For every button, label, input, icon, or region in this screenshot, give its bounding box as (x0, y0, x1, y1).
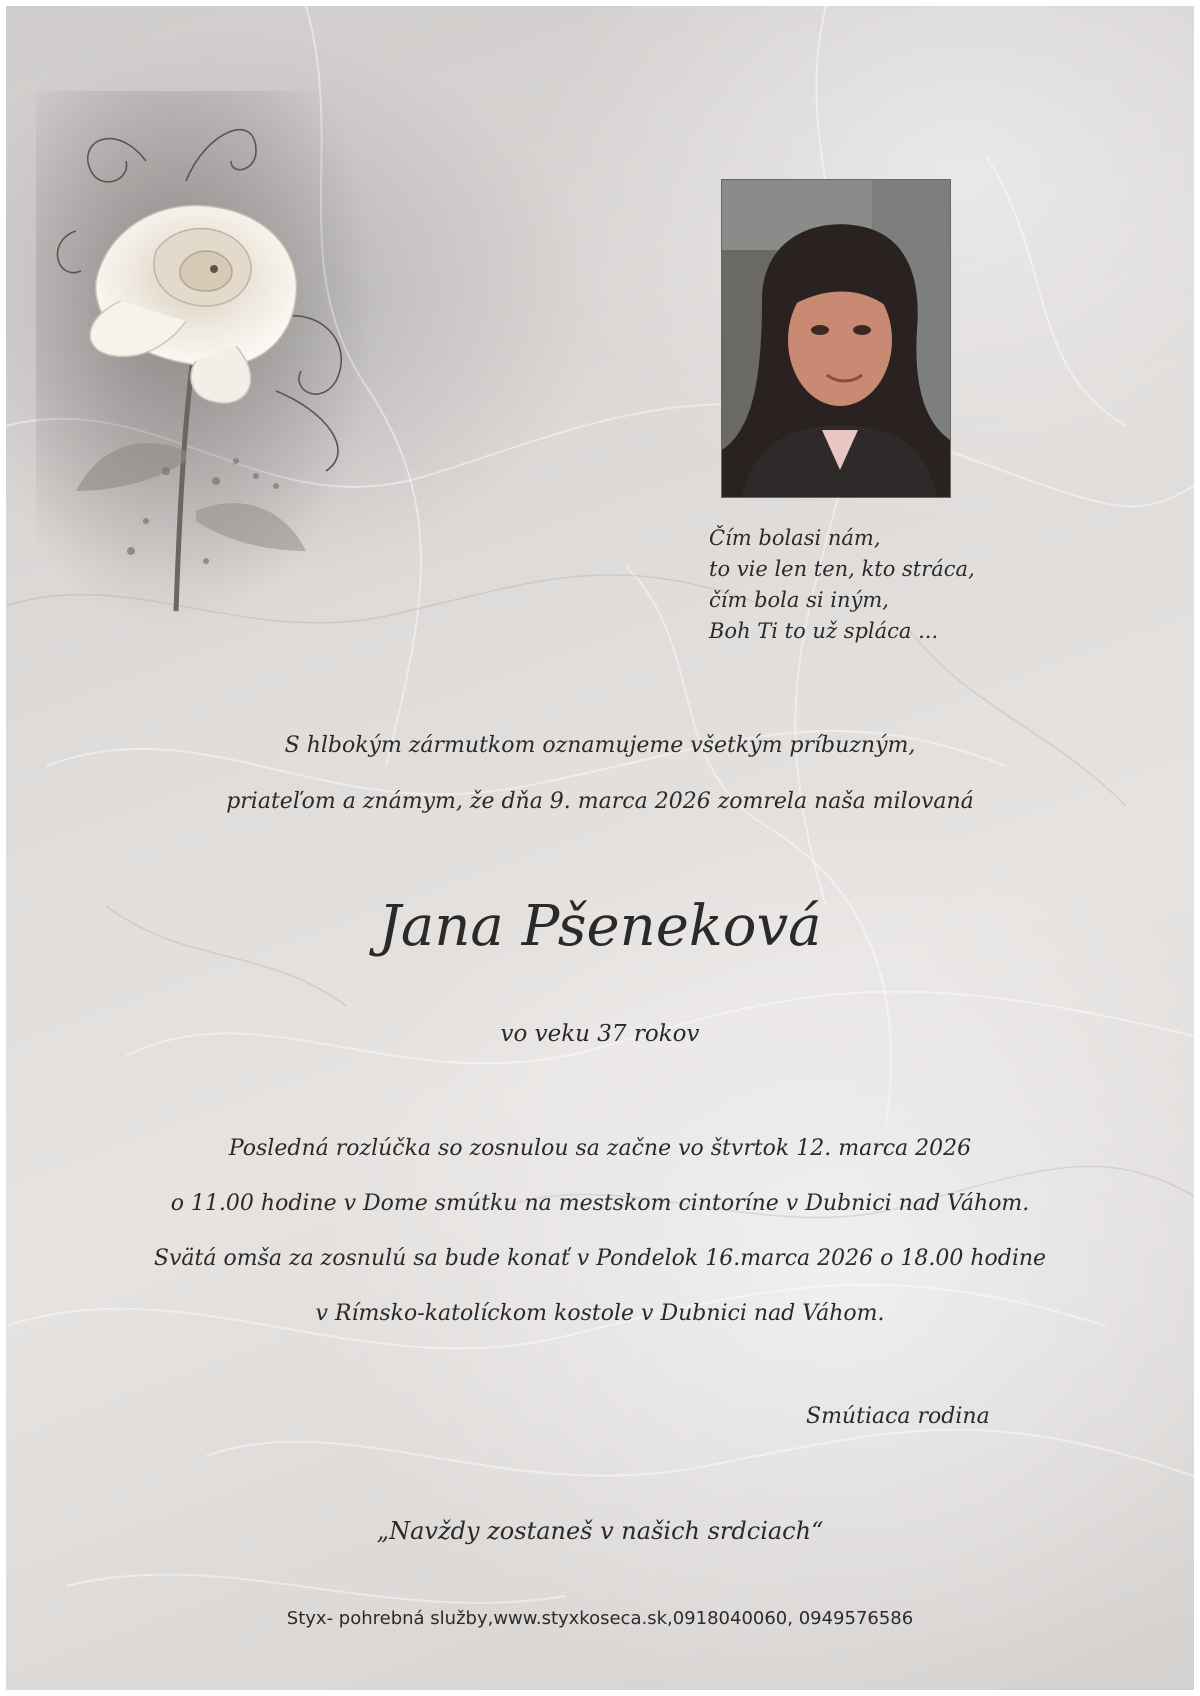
obituary-sheet (6, 6, 1194, 1690)
poem-line: Boh Ti to už spláca ... (709, 619, 939, 643)
poem-line: Čím bolasi nám, (709, 526, 881, 550)
announcement-intro (6, 718, 1194, 830)
rose-icon (36, 91, 376, 631)
deceased-age: vo veku 37 rokov (500, 1021, 700, 1047)
funeral-service-footer: Styx- pohrebná služby,www.styxkoseca.sk,0918040060, 0949576586 (286, 1608, 914, 1629)
memorial-poem (709, 523, 1029, 647)
intro-line: priateľom a známym, že dňa 9. marca 2026 zomrela naša milovaná (226, 789, 974, 814)
memorial-quote: „Navždy zostaneš v našich srdciach“ (376, 1517, 824, 1545)
intro-line: S hlbokým zármutkom oznamujeme všetkým príbuzným, (284, 733, 916, 758)
details-line: o 11.00 hodine v Dome smútku na mestskom cintoríne v Dubnici nad Váhom. (170, 1191, 1030, 1216)
details-line: Svätá omša za zosnulú sa bude konať v Pondelok 16.marca 2026 o 18.00 hodine (153, 1246, 1047, 1271)
poem-line: čím bola si iným, (709, 588, 889, 612)
poem-line: to vie len ten, kto stráca, (709, 557, 975, 581)
details-line: v Rímsko-katolíckom kostole v Dubnici nad Váhom. (315, 1301, 885, 1326)
details-line: Posledná rozlúčka so zosnulou sa začne vo štvrtok 12. marca 2026 (228, 1136, 972, 1161)
family-signature: Smútiaca rodina (806, 1404, 990, 1429)
funeral-details (6, 1121, 1194, 1341)
portrait-photo (721, 179, 951, 498)
deceased-name: Jana Pšeneková (378, 894, 822, 959)
